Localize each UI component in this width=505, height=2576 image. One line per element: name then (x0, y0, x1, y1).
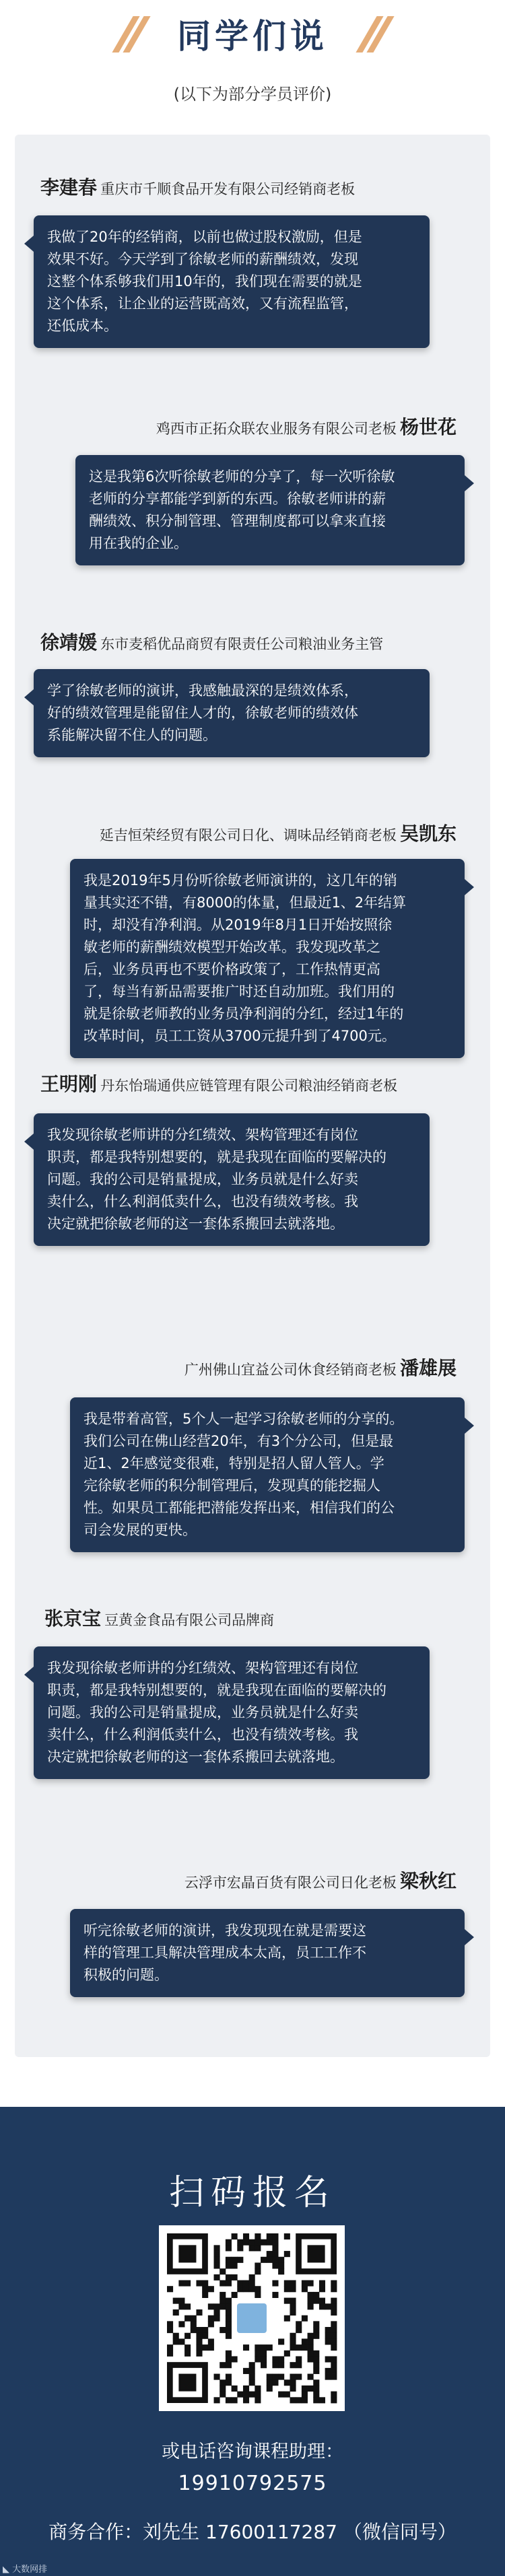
testimonial-3-bubble: 学了徐敏老师的演讲，我感触最深的是绩效体系， 好的绩效管理是能留住人才的，徐敏老师的绩效体 系能解决留不住人的问题。 (34, 669, 430, 757)
testimonial-8-header (184, 1870, 457, 1895)
student-company: 延吉恒荣经贸有限公司日化、调味品经销商老板 (99, 827, 397, 843)
student-name: 吴凯东 (399, 823, 457, 845)
brand-logo: ◣ 大数网排 (3, 2565, 48, 2575)
student-company: 重庆市千顺食品开发有限公司经销商老板 (100, 181, 356, 197)
testimonial-5-header (40, 1073, 397, 1099)
testimonial-6-bubble: 我是带着高管，5个人一起学习徐敏老师的分享的。 我们公司在佛山经营20年，有3个分公司，但是最 近1、2年感觉变很难，特别是招人留人管人。学 完徐敏老师的积分制管理后，发现真的能挖掘人 性。如果员工都能把潜能发挥出来，相信我们的公 司会发展的更快。 (70, 1397, 465, 1552)
consult-label: 或电话咨询课程助理： (162, 2441, 343, 2462)
student-company: 广州佛山宜益公司休食经销商老板 (184, 1362, 397, 1378)
testimonial-1-header (40, 176, 355, 202)
student-company: 丹东怡瑞通供应链管理有限公司粮油经销商老板 (100, 1078, 398, 1094)
logo-mark-icon: ◣ (3, 2565, 9, 2575)
testimonial-8-bubble: 听完徐敏老师的演讲，我发现现在就是需要这 样的管理工具解决管理成本太高，员工工作不 积极的问题。 (70, 1909, 465, 1997)
student-name: 徐靖媛 (40, 631, 98, 654)
student-company: 鸡西市正拓众联农业服务有限公司老板 (156, 421, 397, 437)
business-contact: 商务合作：刘先生 17600117287 （微信同号） (48, 2521, 457, 2543)
page-heading (0, 15, 505, 58)
student-name: 梁秋红 (399, 1870, 457, 1892)
testimonial-1-bubble: 我做了20年的经销商，以前也做过股权激励，但是 效果不好。今天学到了徐敏老师的薪酬绩效，发现 这整个体系够我们用10年的，我们现在需要的就是 这个体系，让企业的运营既高效，又有流程监管， 还低成本。 (34, 215, 430, 348)
right-slash-decoration (364, 16, 386, 53)
qr-code-icon[interactable] (159, 2225, 345, 2411)
testimonial-5-bubble: 我发现徐敏老师讲的分红绩效、架构管理还有岗位 职责，都是我特别想要的，就是我现在面临的要解决的 问题。我的公司是销量提成，业务员就是什么好卖 卖什么，什么利润低卖什么，也没有绩效考核。我 决定就把徐敏老师的这一套体系搬回去就落地。 (34, 1113, 430, 1246)
student-name: 潘雄展 (399, 1357, 457, 1379)
assistant-phone[interactable]: 19910792575 (178, 2472, 327, 2495)
testimonial-4-header (100, 823, 457, 848)
testimonial-7-header (44, 1607, 274, 1633)
student-name: 王明刚 (40, 1073, 98, 1095)
signup-title: 扫码报名 (168, 2173, 336, 2213)
student-company: 东市麦稻优品商贸有限责任公司粮油业务主管 (100, 636, 384, 652)
testimonial-2-header (156, 416, 457, 442)
testimonial-7-bubble: 我发现徐敏老师讲的分红绩效、架构管理还有岗位 职责，都是我特别想要的，就是我现在面临的要解决的 问题。我的公司是销量提成，业务员就是什么好卖 卖什么，什么利润低卖什么，也没有绩效考核。我 决定就把徐敏老师的这一套体系搬回去就落地。 (34, 1646, 430, 1779)
student-name: 张京宝 (44, 1607, 102, 1630)
student-name: 李建春 (40, 176, 98, 199)
student-company: 云浮市宏晶百货有限公司日化老板 (184, 1875, 397, 1891)
student-company: 豆黄金食品有限公司品牌商 (104, 1612, 275, 1628)
student-name: 杨世花 (399, 416, 457, 438)
page-title: 同学们说 (177, 17, 328, 56)
testimonial-3-header (40, 631, 383, 657)
testimonial-6-header (184, 1357, 457, 1383)
testimonial-4-bubble: 我是2019年5月份听徐敏老师演讲的，这几年的销 量其实还不错，有8000的体量，但最近1、2年结算 时，却没有净利润。从2019年8月1日开始按照徐 敏老师的薪酬绩效模型开始改革。我发现改革之 后，业务员再也不要价格政策了，工作热情更高 了，每当有新品需要推广时还自动加班。我们用的 就是徐敏老师教的业务员净利润的分红，经过1年的 改革时间，员工工资从3700元提升到了4700元。 (70, 859, 465, 1058)
page-subtitle: (以下为部分学员评价) (173, 85, 332, 104)
testimonial-2-bubble: 这是我第6次听徐敏老师的分享了，每一次听徐敏 老师的分享都能学到新的东西。徐敏老师讲的薪 酬绩效、积分制管理、管理制度都可以拿来直接 用在我的企业。 (75, 455, 465, 565)
